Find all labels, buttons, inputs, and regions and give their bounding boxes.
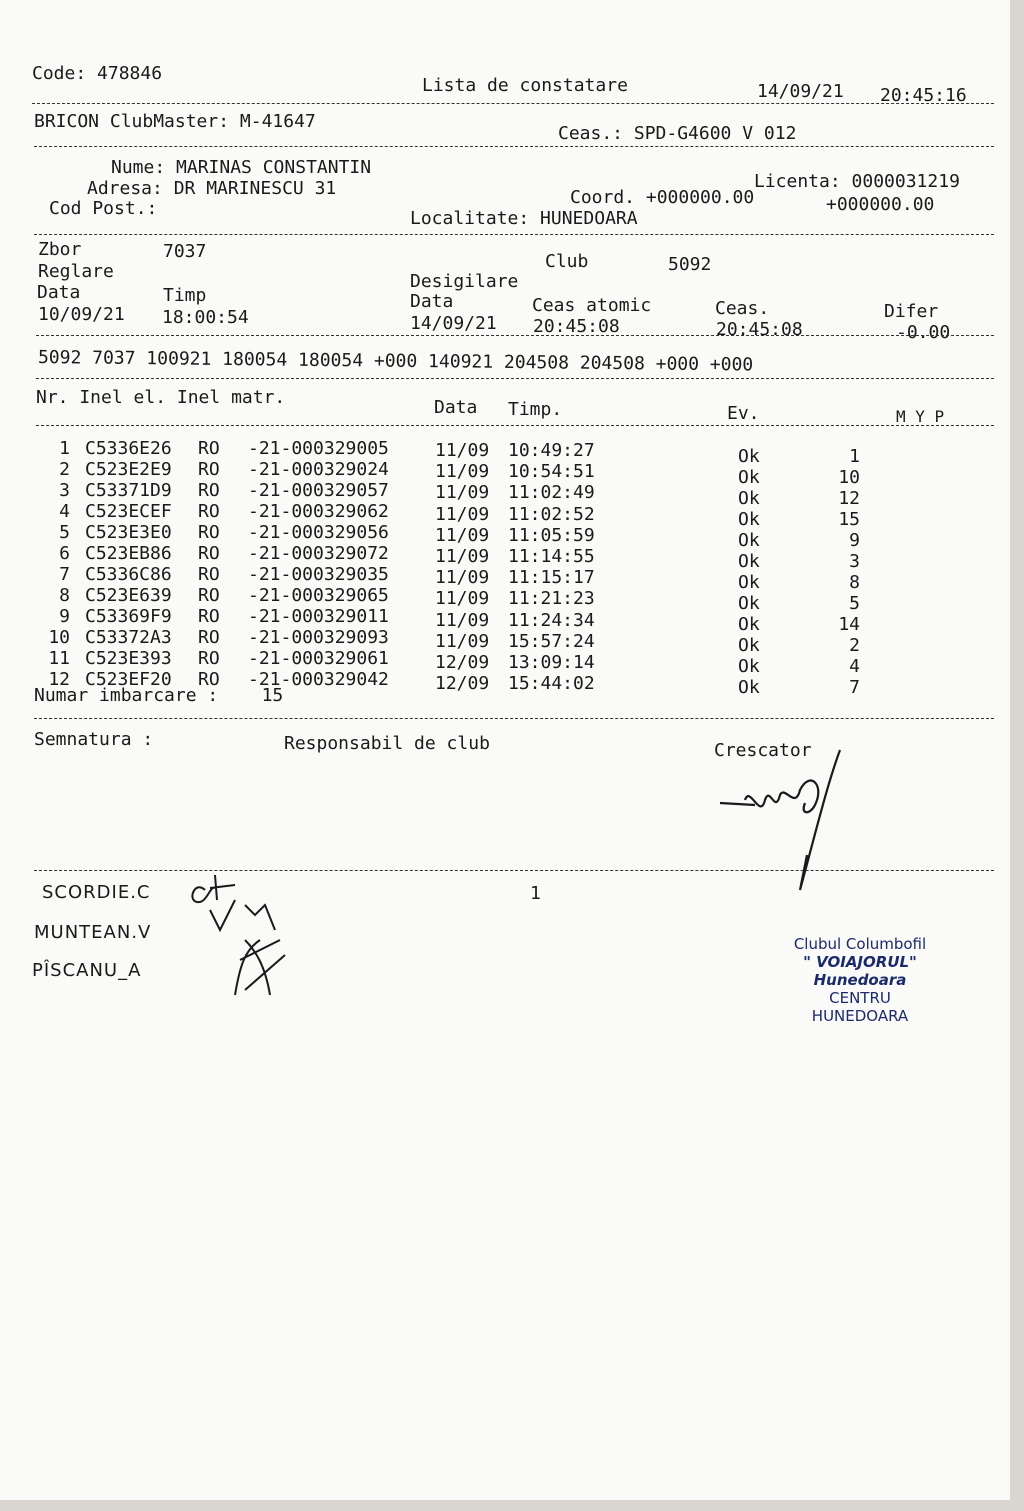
setting-date: 10/09/21	[38, 304, 125, 325]
stamp-line-2: " VOIAJORUL" Hunedoara	[803, 953, 917, 989]
cell-matr: -21-000329065	[248, 585, 389, 606]
cell-matr: -21-000329011	[248, 606, 389, 627]
table-row	[0, 438, 1000, 467]
cell-country: RO	[198, 480, 220, 501]
col-header-left: Nr. Inel el. Inel matr.	[36, 387, 286, 408]
breeder-label: Crescator	[714, 740, 812, 761]
cell-time: 11:02:49	[508, 482, 595, 504]
cell-status: Ok	[738, 551, 760, 572]
cell-country: RO	[198, 459, 220, 480]
cell-date: 11/09	[435, 524, 490, 546]
col-header-time: Timp.	[508, 399, 563, 420]
flight-label: Zbor	[38, 239, 82, 260]
cell-country: RO	[198, 438, 220, 459]
cell-status: Ok	[738, 530, 760, 551]
cell-ev: 14	[838, 614, 860, 635]
cell-status: Ok	[738, 467, 760, 488]
cell-time: 10:49:27	[508, 440, 595, 461]
cell-country: RO	[198, 522, 220, 543]
cell-nr: 2	[59, 459, 70, 480]
cell-ring: C523E2E9	[85, 459, 172, 480]
cell-ring: C53371D9	[85, 480, 172, 501]
header-time: 20:45:16	[880, 85, 967, 106]
atomic-time: 20:45:08	[533, 316, 620, 337]
clubmaster-label: BRICON ClubMaster: M-41647	[34, 111, 316, 132]
atomic-clock-label: Ceas atomic	[532, 295, 652, 316]
cell-ring: C5336E26	[85, 438, 172, 459]
cell-status: Ok	[738, 509, 760, 530]
cell-country: RO	[198, 669, 220, 690]
license-label: Licenta: 0000031219	[754, 171, 960, 192]
code-line: 5092 7037 100921 180054 180054 +000 140921 204508 204508 +000 +000	[37, 347, 754, 376]
stamp-line-4: HUNEDOARA	[811, 1007, 909, 1025]
cell-date: 11/09	[435, 546, 490, 567]
flight-number: 7037	[163, 241, 207, 262]
cell-matr: -21-000329072	[248, 543, 389, 564]
cell-date: 11/09	[435, 461, 490, 483]
cell-ev: 3	[849, 551, 860, 572]
handwritten-name-3: PÎSCANU_A	[32, 960, 142, 981]
header-date: 14/09/21	[757, 81, 844, 102]
unsealing-label: Desigilare	[410, 271, 519, 292]
cell-nr: 8	[59, 585, 70, 606]
clock-time: 20:45:08	[716, 319, 803, 340]
unseal-date: 14/09/21	[410, 313, 497, 334]
cell-nr: 6	[59, 543, 70, 564]
cell-date: 12/09	[435, 673, 490, 695]
table-row	[0, 648, 1000, 677]
cell-nr: 9	[59, 606, 70, 627]
cell-ev: 8	[849, 572, 860, 593]
cell-ring: C523E639	[85, 585, 172, 606]
cell-matr: -21-000329035	[248, 564, 389, 585]
cell-status: Ok	[738, 593, 760, 614]
col-header-myp: M Y P	[896, 407, 945, 426]
cell-ring: C53372A3	[85, 627, 172, 648]
time-label: Timp	[163, 285, 207, 306]
cell-status: Ok	[738, 446, 760, 467]
divider	[34, 870, 994, 871]
cell-nr: 3	[59, 480, 70, 501]
cell-date: 12/09	[435, 652, 490, 673]
cell-time: 10:54:51	[508, 461, 595, 483]
cell-ev: 15	[838, 509, 860, 530]
cell-country: RO	[198, 606, 220, 627]
cell-status: Ok	[738, 656, 760, 677]
cell-country: RO	[198, 501, 220, 522]
handwritten-name-1: SCORDIE.C	[42, 882, 151, 903]
cell-matr: -21-000329042	[248, 669, 389, 690]
table-row	[0, 501, 1000, 530]
cell-ev: 7	[849, 677, 860, 698]
owner-name: Nume: MARINAS CONSTANTIN	[111, 157, 372, 178]
clock-label: Ceas.: SPD-G4600 V 012	[558, 123, 797, 144]
cell-status: Ok	[738, 572, 760, 593]
cell-status: Ok	[738, 614, 760, 635]
col-header-ev: Ev.	[727, 403, 760, 424]
cell-ring: C523EB86	[85, 543, 172, 564]
cell-country: RO	[198, 627, 220, 648]
cell-country: RO	[198, 648, 220, 669]
coordinates-second: +000000.00	[826, 194, 935, 215]
date-label-2: Data	[410, 291, 454, 312]
cell-nr: 5	[59, 522, 70, 543]
cell-nr: 4	[59, 501, 70, 522]
cell-time: 15:57:24	[508, 630, 595, 652]
stamp-line-1: Clubul Columbofil	[793, 935, 927, 953]
setting-time: 18:00:54	[162, 307, 249, 328]
table-row	[0, 459, 1000, 488]
divider	[36, 425, 994, 426]
cell-ev: 1	[849, 446, 860, 467]
code-label: Code: 478846	[32, 63, 163, 84]
table-row	[0, 585, 1000, 614]
cell-time: 11:05:59	[508, 524, 595, 546]
cell-time: 11:21:23	[508, 588, 595, 610]
divider	[34, 718, 994, 719]
club-label: Club	[545, 251, 589, 272]
cell-time: 11:24:34	[508, 609, 595, 631]
postal-code-label: Cod Post.:	[49, 198, 158, 219]
cell-country: RO	[198, 585, 220, 606]
club-stamp	[760, 935, 960, 1025]
table-row	[0, 627, 1000, 656]
cell-matr: -21-000329062	[248, 501, 389, 522]
signature-label: Semnatura :	[34, 729, 154, 750]
cell-ev: 2	[849, 635, 860, 656]
page-number: 1	[530, 883, 541, 904]
cell-matr: -21-000329093	[248, 627, 389, 648]
cell-matr: -21-000329024	[248, 459, 389, 480]
cell-time: 11:15:17	[508, 567, 595, 589]
cell-nr: 10	[48, 627, 70, 648]
stamp-line-3: CENTRU	[829, 989, 891, 1007]
cell-ring: C523ECEF	[85, 501, 172, 522]
clock-col-label: Ceas.	[715, 298, 770, 319]
cell-nr: 11	[48, 648, 70, 669]
cell-time: 15:44:02	[508, 673, 595, 695]
table-row	[0, 564, 1000, 593]
cell-ev: 12	[838, 488, 860, 509]
cell-matr: -21-000329005	[248, 438, 389, 459]
locality-label: Localitate: HUNEDOARA	[410, 208, 638, 229]
cell-date: 11/09	[435, 588, 490, 610]
col-header-date: Data	[434, 397, 478, 418]
cell-date: 11/09	[435, 482, 490, 504]
cell-ring: C523EF20	[85, 669, 172, 690]
cell-date: 11/09	[435, 567, 490, 589]
document-title: Lista de constatare	[422, 75, 628, 96]
cell-matr: -21-000329056	[248, 522, 389, 543]
cell-matr: -21-000329057	[248, 480, 389, 501]
breeder-signature-icon	[715, 745, 855, 905]
date-label: Data	[37, 282, 81, 303]
setting-label: Reglare	[38, 261, 114, 282]
club-responsible-label: Responsabil de club	[284, 733, 490, 754]
coordinates-label: Coord. +000000.00	[570, 187, 755, 208]
cell-ring: C5336C86	[85, 564, 172, 585]
divider	[34, 146, 994, 147]
cell-time: 13:09:14	[508, 652, 595, 673]
cell-nr: 1	[59, 438, 70, 459]
cell-date: 11/09	[435, 630, 490, 652]
cell-date: 11/09	[435, 503, 490, 525]
cell-ev: 5	[849, 593, 860, 614]
cell-date: 11/09	[435, 440, 490, 461]
cell-nr: 7	[59, 564, 70, 585]
cell-ring: C53369F9	[85, 606, 172, 627]
table-row	[0, 522, 1000, 551]
table-row	[0, 480, 1000, 509]
cell-ev: 10	[838, 467, 860, 488]
cell-ev: 9	[849, 530, 860, 551]
table-row	[0, 606, 1000, 635]
cell-ring: C523E393	[85, 648, 172, 669]
diff-value: -0.00	[896, 322, 951, 343]
cell-status: Ok	[738, 488, 760, 509]
cell-nr: 12	[48, 669, 70, 690]
club-number: 5092	[668, 254, 712, 275]
boarding-count: Numar imbarcare : 15	[34, 685, 284, 706]
table-row	[0, 543, 1000, 572]
cell-matr: -21-000329061	[248, 648, 389, 669]
divider	[36, 335, 994, 336]
divider	[34, 234, 994, 235]
cell-time: 11:02:52	[508, 503, 595, 525]
committee-signatures-icon	[185, 870, 305, 1010]
handwritten-name-2: MUNTEAN.V	[34, 922, 152, 943]
cell-country: RO	[198, 543, 220, 564]
cell-time: 11:14:55	[508, 546, 595, 567]
cell-ring: C523E3E0	[85, 522, 172, 543]
cell-date: 11/09	[435, 609, 490, 631]
cell-country: RO	[198, 564, 220, 585]
cell-status: Ok	[738, 635, 760, 656]
cell-status: Ok	[738, 677, 760, 698]
cell-ev: 4	[849, 656, 860, 677]
divider	[32, 103, 994, 104]
owner-address: Adresa: DR MARINESCU 31	[87, 178, 337, 199]
divider	[36, 378, 994, 379]
diff-label: Difer	[884, 301, 939, 322]
